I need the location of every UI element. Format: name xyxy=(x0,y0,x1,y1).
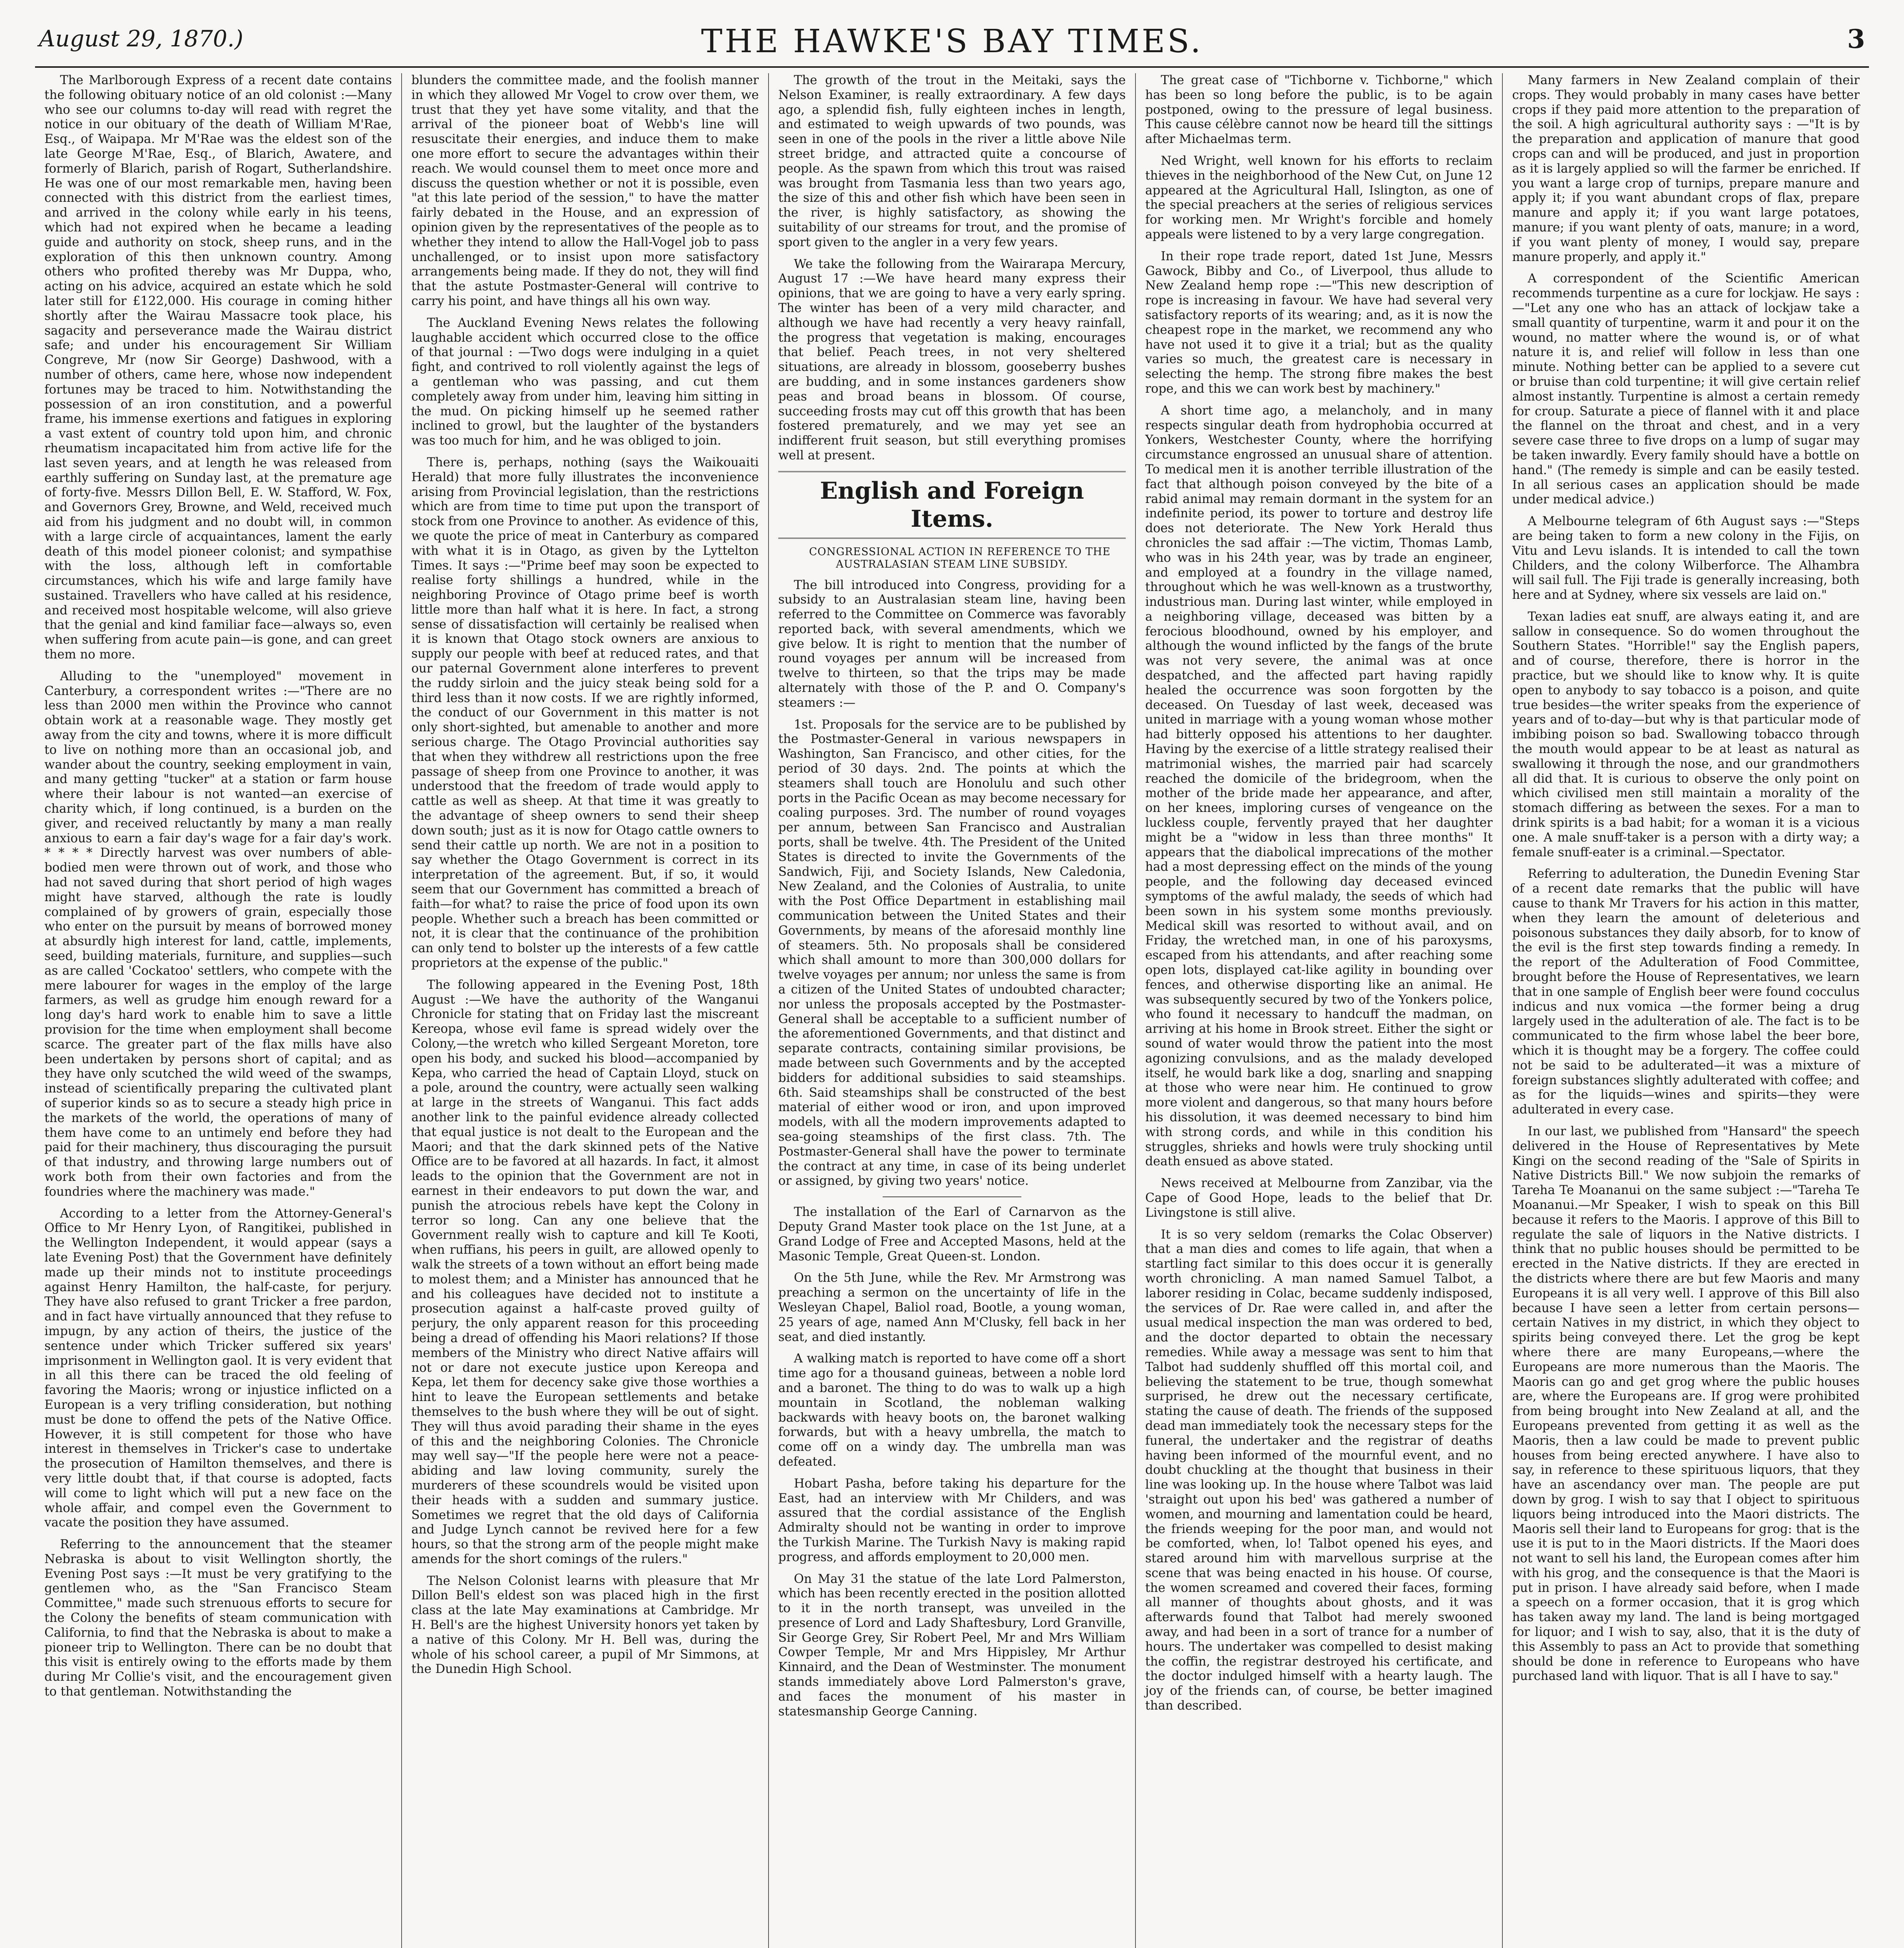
article-tareha-speech: In our last, we published from "Hansard" the speech delivered in the House of Representatives by Mete Kingi on the second reading of the "Sale of Spirits in Native Districts Bill." We now subjoin the remarks of Tareha Te Moananui on the same subject :—"Tareha Te Moananui.—Mr Speaker, I wish to speak on this Bill because it refers to the Maoris. I approve of this Bill to regulate the sale of liquors in the Native districts. I think that no public houses should be permitted to be erected in the Native districts. If they are erected in the districts where there are but few Maoris and many Europeans it is all very well. I approve of this Bill also because I have seen a letter from certain persons—certain Natives in my district, in which they object to spirits being conveyed there. Let the grog be kept where there are many Europeans,—where the Europeans are more numerous than the Maoris. The Maoris can go and get grog where the public houses are, where the Europeans are. If grog were prohibited from being brought into New Zealand at all, and the Europeans prevented from getting it as well as the Maoris, then a law could be made to prevent public houses from being erected anywhere. I have also to say, in reference to these spirituous liquors, that they have an ascendancy over man. The people are put down by grog. I wish to say that I object to spirituous liquors being introduced into the Maori districts. The Maoris sell their land to Europeans for grog: that is the use it is put to in the Maori districts. If the Maori does not want to sell his land, the European comes after him with his grog, and the consequence is that the Maori is put in prison. I have already said before, when I made a speech on a former occasion, that it is grog which has taken away my land. The land is being mortgaged for liquor; and I wish to say, also, that it is the duty of this Assembly to pass an Act to provide that something should be done in reference to Europeans who have purchased land with liquor. That is all I have to say." xyxy=(1512,1124,1860,1683)
section-heading-english-foreign: English and Foreign Items. xyxy=(778,471,1126,539)
article-hobart-pasha: Hobart Pasha, before taking his departure for the East, had an interview with Mr Childers, and was assured that the cordial assistance of the English Admiralty should not be wanting in order to improve the Turkish Marine. The Turkish Navy is making rapid progress, and affords employment to 20,000 men. xyxy=(778,1476,1126,1564)
article-dogs-accident: The Auckland Evening News relates the following laughable accident which occurred close to the office of that journal : —Two dogs were indulging in a quiet fight, and contrived to roll violently against the legs of a gentleman who was passing, and cut them completely away from under him, leaving him sitting in the mud. On picking himself up he seemed rather inclined to growl, but the laughter of the bystanders was too much for him, and he was obliged to join. xyxy=(411,316,759,448)
article-livingstone-alive: News received at Melbourne from Zanzibar, via the Cape of Good Hope, leads to the belief that Dr. Livingstone is still alive. xyxy=(1145,1176,1493,1220)
article-hydrophobia-yonkers: A short time ago, a melancholy, and in many respects singular death from hydrophobia occurred at Yonkers, Westchester County, where the horrifying circumstance engrossed an unusual share of attention. To medical men it is another terrible illustration of the fact that although poison conveyed by the bite of a rabid animal may remain dormant in the system for an indefinite period, its power to torture and destroy life does not deteriorate. The New York Herald thus chronicles the sad affair :—The victim, Thomas Lamb, who was in his 24th year, was by trade an engineer, and employed at a foundry in the village named, throughout which he was well-known as a trustworthy, industrious man. During last winter, while employed in a neighboring village, deceased was bitten by a ferocious bloodhound, owned by his employer, and although the wound inflicted by the fangs of the brute was not very severe, the animal was at once despatched, and the affected part having rapidly healed the occurrence was soon forgotten by the deceased. On Tuesday of last week, deceased was united in marriage with a young woman whose mother had bitterly opposed his attentions to her daughter. Having by the exercise of a little strategy realised their matrimonial wishes, the married pair had scarcely reached the domicile of the bridegroom, when the mother of the bride made her appearance, and after, on her knees, imploring curses of vengeance on the luckless couple, fervently prayed that her daughter might be a "widow in less than three months" It appears that the diabolical imprecations of the mother had a most depressing effect on the minds of the young people, and the following day deceased evinced symptoms of the awful malady, the seeds of which had been sown in his system some months previously. Medical skill was resorted to without avail, and on Friday, the wretched man, in one of his paroxysms, escaped from his attendants, and after reaching some open lots, displayed cat-like agility in bounding over fences, and otherwise disporting like an animal. He was subsequently secured by two of the Yonkers police, who found it necessary to handcuff the madman, on arriving at his home in Brook street. Either the sight or sound of water would throw the patient into the most agonizing convulsions, and as the malady developed itself, he would bark like a dog, snarling and snapping at those who were near him. He continued to grow more violent and dangerous, so that many hours before his dissolution, it was deemed necessary to bind him with strong cords, and while in this condition his struggles, shrieks and howls were truly shocking until death ensued as above stated. xyxy=(1145,403,1493,1169)
article-hemp-rope: In their rope trade report, dated 1st June, Messrs Gawock, Bibby and Co., of Liverpool, thus allude to New Zealand hemp rope :—"This new description of rope is increasing in favour. We have had several very satisfactory reports of its wearing; and, as it is now the cheapest rope in the market, we recommend any who have not used it to give it a trial; but as the quality varies so much, the greatest care is necessary in selecting the hemp. The strong fibre makes the best rope, and this we can work best by machinery." xyxy=(1145,249,1493,396)
article-nebraska-continued: blunders the committee made, and the foolish manner in which they allowed Mr Vogel to crow over them, we trust that they yet have some vitality, and that the arrival of the pioneer boat of Webb's line will resuscitate their energies, and induce them to make one more effort to secure the advantages within their reach. We would counsel them to meet once more and discuss the question whether or not it is possible, even "at this late period of the session," to have the matter fairly debated in the House, and an expression of opinion given by the representatives of the people as to whether they intend to allow the Hall-Vogel job to pass unchallenged, or to insist upon more satisfactory arrangements being made. If they do not, they will find that the astute Postmaster-General will contrive to carry his point, and have things all his own way. xyxy=(411,73,759,308)
article-stock-transport: There is, perhaps, nothing (says the Waikouaiti Herald) that more fully illustrates the inconvenience arising from Provincial legislation, than the restrictions which are from time to time put upon the transport of stock from one Province to another. As evidence of this, we quote the price of meat in Canterbury as compared with what it is in Otago, as given by the Lyttelton Times. It says :—"Prime beef may soon be expected to realise forty shillings a hundred, while in the neighboring Province of Otago prime beef is worth little more than half what it is here. In fact, a strong sense of dissatisfaction will certainly be realised when it is known that Otago stock owners are anxious to supply our people with beef at reduced rates, and that our paternal Government alone interferes to prevent the ruddy sirloin and the juicy steak being sold for a third less than it now costs. If we are rightly informed, the conduct of our Government in this matter is not only short-sighted, but amenable to another and more serious charge. The Otago Provincial authorities say that when they withdrew all restrictions upon the free passage of sheep from one Province to another, it was understood that the freedom of trade would apply to cattle as well as sheep. At that time it was greatly to the advantage of sheep owners to send their sheep down south; just as it is now for Otago cattle owners to send their cattle up north. We are not in a position to say whether the Otago Government is correct in its interpretation of the agreement. But, if so, it would seem that our Government has committed a breach of faith—for what? to raise the price of food upon its own people. Whether such a breach has been committed or not, it is clear that the continuance of the prohibition can only tend to bolster up the interests of a few cattle proprietors at the expense of the public." xyxy=(411,455,759,970)
article-steam-subsidy-items: 1st. Proposals for the service are to be published by the Postmaster-General in various newspapers in Washington, San Francisco, and other cities, for the period of 30 days. 2nd. The points at which the steamers shall touch are Honolulu and such other ports in the Pacific Ocean as may become necessary for coaling purposes. 3rd. The number of round voyages per annum, between San Francisco and Australian ports, shall be twelve. 4th. The President of the United States is directed to invite the Governments of the Sandwich, Fiji, and Society Islands, New Caledonia, New Zealand, and the Colonies of Australia, to unite with the Post Office Department in establishing mail communication between the United States and their Governments, by means of the aforesaid monthly line of steamers. 5th. No proposals shall be considered which shall amount to more than 300,000 dollars for twelve voyages per annum; nor unless the same is from a citizen of the United States of undoubted character; nor unless the proposals accepted by the Postmaster-General shall be acceptable to a sufficient number of the aforementioned Governments, and that distinct and separate contracts, containing similar provisions, be made between such Governments and by the accepted bidders for additional subsidies to said steamships. 6th. Said steamships shall be constructed of the best material of either wood or iron, and upon improved models, with all the modern improvements adapted to sea-going steamships of the first class. 7th. The Postmaster-General shall have the power to terminate the contract at any time, in case of its being underlet or assigned, by giving two years' notice. xyxy=(778,717,1126,1188)
article-obituary-mcrae: The Marlborough Express of a recent date contains the following obituary notice of an old colonist :—Many who see our columns to-day will read with regret the notice in our obituary of the death of William M'Rae, Esq., of Waipapa. Mr M'Rae was the eldest son of the late George M'Rae, Esq., of Blarich, Awatere, and formerly of Blarich, parish of Rogart, Sutherlandshire. He was one of our most remarkable men, having been connected with this district from the earliest times, and arrived in the colony while early in his teens, which had not expired when he became a leading guide and authority on stock, sheep runs, and in the exploration of this then unknown country. Among others who profited thereby was Mr Duppa, who, acting on his advice, acquired an estate which he sold later still for £122,000. His courage in coming hither shortly after the Wairau Massacre took place, his sagacity and perseverance made the Wairau district safe; and under his encouragement Sir William Congreve, Mr (now Sir George) Dashwood, with a number of others, came here, whose now independent fortunes may be traced to him. Notwithstanding the possession of an iron constitution, and a powerful frame, his immense exertions and fatigues in exploring a vast extent of country told upon him, and chronic rheumatism incapacitated him from active life for the last seven years, and at length he was released from earthly suffering on Sunday last, at the premature age of forty-five. Messrs Dillon Bell, E. W. Stafford, W. Fox, and Governors Grey, Browne, and Weld, received much aid from his judgment and no doubt will, in common with a large circle of acquaintances, lament the early death of this model pioneer colonist; and sympathise with the loss, although left in comfortable circumstances, which his wife and large family have sustained. Travellers who have called at his residence, and received most hospitable welcome, will also grieve that the genial and kind familiar face—always so, even when suffering from acute pain—is gone, and can greet them no more. xyxy=(44,73,392,662)
article-early-spring: We take the following from the Wairarapa Mercury, August 17 :—We have heard many express their opinions, that we are going to have a very early spring. The winter has been of a very mild character, and although we have had recently a very heavy rainfall, the progress that vegetation is making, encourages that belief. Peach trees, in not very sheltered situations, are already in blossom, gooseberry bushes are budding, and in some instances gardeners show peas and broad beans in blossom. Of course, succeeding frosts may cut off this growth that has been fostered prematurely, and we may yet see an indifferent fruit season, but still everything promises well at present. xyxy=(778,257,1126,462)
article-turpentine-lockjaw: A correspondent of the Scientific American recommends turpentine as a cure for lockjaw. He says :—"Let any one who has an attack of lockjaw take a small quantity of turpentine, warm it and pour it on the wound, no matter where the wound is, or of what nature it is, and relief will follow in less than one minute. Nothing better can be applied to a severe cut or bruise than cold turpentine; it will give certain relief almost instantly. Turpentine is almost a certain remedy for croup. Saturate a piece of flannel with it and place the flannel on the throat and chest, and in a very severe case three to five drops on a lump of sugar may be taken inwardly. Every family should have a bottle on hand." (The remedy is simple and can be easily tested. In all serious cases an application should be made under medical advice.) xyxy=(1512,272,1860,507)
article-tichborne-case: The great case of "Tichborne v. Tichborne," which has been so long before the public, is to be again postponed, owing to the pressure of legal business. This cause célèbre cannot now be heard till the sittings after Michaelmas term. xyxy=(1145,73,1493,146)
article-talbot-colac: It is so very seldom (remarks the Colac Observer) that a man dies and comes to life again, that when a startling fact similar to this does occur it is generally worth chronicling. A man named Samuel Talbot, a laborer residing in Colac, became suddenly indisposed, the services of Dr. Rae were called in, and after the usual medical inspection the man was ordered to bed, and the doctor departed to obtain the necessary remedies. While away a message was sent to him that Talbot had suddenly shuffled off this mortal coil, and believing the statement to be true, though somewhat surprised, he drew out the necessary certificate, stating the cause of death. The friends of the supposed dead man immediately took the necessary steps for the funeral, the undertaker and the registrar of deaths having been informed of the mournful event, and no doubt chuckling at the thought that business in their line was looking up. In the house where Talbot was laid 'straight out upon his bed' was gathered a number of women, and mourning and lamentation could be heard, the friends weeping for the poor man, and would not be comforted, when, lo! Talbot opened his eyes, and stared around him with marvellous surprise at the scene that was being enacted in his house. Of course, the women screamed and covered their faces, forming all manner of thoughts about ghosts, and it was afterwards found that Talbot had merely swooned away, and had been in a sort of trance for a number of hours. The undertaker was compelled to desist making the coffin, the registrar destroyed his certificate, and the doctor indulged himself with a hearty laugh. The joy of the friends can, of course, be better imagined than described. xyxy=(1145,1227,1493,1713)
article-texan-snuff: Texan ladies eat snuff, are always eating it, and are sallow in consequence. So do women throughout the Southern States. "Horrible!" say the English papers, and of course, therefore, there is horror in the practice, but we should like to know why. It is quite open to anybody to say tobacco is a poison, and quite true besides—the writer speaks from the experience of years and of to-day—but why is that particular mode of imbibing poison so bad. Swallowing tobacco through the mouth would appear to be at least as natural as swallowing it through the nose, and our grandmothers all did that. It is curious to observe the only point on which civilised men still maintain a morality of the stomach differing as between the sexes. For a man to drink spirits is a bad habit; for a woman it is a vicious one. A male snuff-taker is a person with a dirty way; a female snuff-eater is a criminal.—Spectator. xyxy=(1512,609,1860,859)
article-ned-wright: Ned Wright, well known for his efforts to reclaim thieves in the neighborhood of the New Cut, on June 12 appeared at the Agricultural Hall, Islington, as one of the special preachers at the series of religious services for working men. Mr Wright's forcible and homely appeals were listened to by a very large congregation. xyxy=(1145,154,1493,242)
article-kereopa-wanganui: The following appeared in the Evening Post, 18th August :—We have the authority of the Wanganui Chronicle for stating that on Friday last the miscreant Kereopa, whose evil fame is spread widely over the Colony,—the wretch who killed Sergeant Moreton, tore open his body, and sucked his blood—accompanied by Kepa, who carried the head of Captain Lloyd, stuck on a pole, around the country, were actually seen walking at large in the streets of Wanganui. This fact adds another link to the painful evidence already collected that equal justice is not dealt to the European and the Maori; and that the dark skinned pets of the Native Office are to be favored at all hazards. In fact, it almost leads to the opinion that the Government are not in earnest in their endeavors to put down the war, and punish the atrocious rebels have kept the Colony in terror so long. Can any one believe that the Government really wish to capture and kill Te Kooti, when ruffians, his peers in guilt, are allowed openly to walk the streets of a town without an effort being made to molest them; and a Minister has announced that he and his colleagues have decided not to institute a prosecution against a half-caste proved guilty of perjury, the only apparent reason for this proceeding being a dread of offending his Maori relations? If those members of the Ministry who direct Native affairs will not or dare not execute justice upon Kereopa and Kepa, let them for decency sake give those worthies a hint to leave the European settlements and betake themselves to the bush where they will be out of sight. They will thus avoid parading their shame in the eyes of this and the neighboring Colonies. The Chronicle may well say—"If the people here were not a peace-abiding and law loving community, surely the murderers of these scoundrels would be visited upon their heads with a sudden and summary justice. Sometimes we regret that the old days of California and Judge Lynch cannot be revived here for a few hours, so that the strong arm of the people might make amends for the short comings of the rulers." xyxy=(411,978,759,1566)
column-3 xyxy=(768,73,1135,1948)
article-steam-subsidy-intro: The bill introduced into Congress, providing for a subsidy to an Australasian steam line, having been referred to the Committee on Commerce was favorably reported back, with several amendments, which we give below. It is right to mention that the number of round voyages per annum will be increased from twelve to thirteen, so that the trips may be made alternately with those of the P. and O. Company's steamers :— xyxy=(778,578,1126,710)
article-columns xyxy=(35,73,1869,1948)
masthead xyxy=(35,21,1869,68)
article-adulteration: Referring to adulteration, the Dunedin Evening Star of a recent date remarks that the public will have cause to thank Mr Travers for his action in this matter, when they learn the amount of deleterious and poisonous substances they daily absorb, for to know of the evil is the first step towards finding a remedy. In the report of the Adulteration of Food Committee, brought before the House of Representatives, we learn that in one sample of English beer were found cocculus indicus and nux vomica —the former being a drug largely used in the adulteration of ale. The fact is to be communicated to the firm whose label the beer bore, which it is thought may be a forgery. The coffee could not be said to be adulterated—it was a mixture of foreign substances slightly adulterated with coffee; and as for the liquids—wines and spirits—they were adulterated in every case. xyxy=(1512,867,1860,1117)
column-1 xyxy=(35,73,401,1948)
article-unemployed-canterbury: Alluding to the "unemployed" movement in Canterbury, a correspondent writes :—"There are no less than 2000 men within the Province who cannot obtain work at a reasonable wage. They mostly get away from the city and towns, where it is more difficult to live on nothing more than an occasional job, and wander about the country, seeking employment in vain, and many getting "tucker" at a station or farm house where their labour is not wanted—an exercise of charity which, if long continued, is a burden on the giver, and received reluctantly by many a man really anxious to earn a fair day's wage for a fair day's work. * * * * Directly harvest was over numbers of able-bodied men were thrown out of work, and those who had not saved during that short period of high wages might have starved, although the rate is loudly complained of by growers of grain, especially those who enter on the pursuit by means of borrowed money at absurdly high interest for land, cattle, implements, seed, building materials, furniture, and supplies—such as are called 'Cockatoo' settlers, who compete with the mere labourer for wages in the employ of the large farmers, as well as grudge him enough reward for a long day's hard work to enable him to save a little provision for the time when employment shall become scarce. The greater part of the flax mills have also been undertaken by persons short of capital; and as they have only scutched the wild weed of the swamps, instead of scientifically preparing the cultivated plant of superior kinds so as to secure a steady high price in the markets of the world, the operations of many of them have come to an untimely end before they had paid for their machinery, thus discouraging the pursuit of that industry, and throwing large numbers out of work both from their own factories and from the foundries where the machinery was made." xyxy=(44,669,392,1199)
column-5 xyxy=(1502,73,1869,1948)
article-farm-manure: Many farmers in New Zealand complain of their crops. They would probably in many cases have better crops if they paid more attention to the preparation of the soil. A high agricultural authority says : —"It is by the preparation and application of manure that good crops can and will be produced, and just in proportion as it is largely applied so will the farmer be enriched. If you want a large crop of turnips, prepare manure and apply it; if you want abundant crops of flax, prepare manure and apply it; if you want large potatoes, manure; if you want plenty of oats, manure; in a word, if you want plenty of money, I would say, prepare manure properly, and apply it." xyxy=(1512,73,1860,264)
page-number: 3 xyxy=(1847,24,1865,54)
divider-rule xyxy=(883,1196,1022,1197)
column-2 xyxy=(401,73,768,1948)
article-dillon-bell-son: The Nelson Colonist learns with pleasure that Mr Dillon Bell's eldest son was placed high in the first class at the late May examinations at Cambridge. Mr H. Bell's are the highest University honors yet taken by a native of this Colony. Mr H. Bell was, during the whole of his school career, a pupil of Mr Simmons, at the Dunedin High School. xyxy=(411,1574,759,1676)
article-carnarvon-masons: The installation of the Earl of Carnarvon as the Deputy Grand Master took place on the 1st June, at a Grand Lodge of Free and Accepted Masons, held at the Masonic Temple, Great Queen-st. London. xyxy=(778,1205,1126,1263)
newspaper-title: THE HAWKE'S BAY TIMES. xyxy=(701,23,1203,60)
article-fiji-colony: A Melbourne telegram of 6th August says :—"Steps are being taken to form a new colony in the Fijis, on Vitu and Levu islands. It is intended to call the town Childers, and the colony Wilberforce. The Alhambra will sail full. The Fiji trade is generally increasing, both here and at Sydney, where six vessels are laid on." xyxy=(1512,514,1860,602)
column-4 xyxy=(1135,73,1502,1948)
issue-date: August 29, 1870.) xyxy=(39,25,243,52)
article-hamilton-tricker: According to a letter from the Attorney-General's Office to Mr Henry Lyon, of Rangitikei, published in the Wellington Independent, it would appear (says a late Evening Post) that the Government have definitely made up their minds not to institute proceedings against Henry Hamilton, the half-caste, for perjury. They have also refused to grant Tricker a free pardon, and in fact have virtually announced that they refuse to impugn, by any action of theirs, the justice of the sentence under which Tricker suffered six years' imprisonment in Wellington gaol. It is very evident that in all this there can be traced the old feeling of favoring the Maoris; wrong or injustice inflicted on a European is a very trifling consideration, but nothing must be done to offend the pets of the Native Office. However, it is still competent for those who have interest in themselves in Tricker's case to undertake the prosecution of Hamilton themselves, and there is very little doubt that, if that course is adopted, facts will come to light which will put a new face on the whole affair, and compel even the Government to vacate the position they have assumed. xyxy=(44,1206,392,1530)
article-trout-growth: The growth of the trout in the Meitaki, says the Nelson Examiner, is really extraordinary. A few days ago, a splendid fish, fully eighteen inches in length, and estimated to weigh upwards of two pounds, was seen in one of the pools in the river a little above Nile street bridge, and attracted quite a concourse of people. As the spawn from which this trout was raised was brought from Tasmania less than two years ago, the size of this and other fish which have been seen in the river, is highly satisfactory, as showing the suitability of our streams for trout, and the promise of sport given to the angler in a very few years. xyxy=(778,73,1126,249)
article-nebraska-steamer: Referring to the announcement that the steamer Nebraska is about to visit Wellington shortly, the Evening Post says :—It must be very gratifying to the gentlemen who, as the "San Francisco Steam Committee," made such strenuous efforts to secure for the Colony the benefits of steam communication with California, to find that the Nebraska is about to make a pioneer trip to Wellington. There can be no doubt that this visit is entirely owing to the efforts made by them during Mr Collie's visit, and the encouragement given to that gentleman. Notwithstanding the xyxy=(44,1537,392,1699)
article-bootle-chapel: On the 5th June, while the Rev. Mr Armstrong was preaching a sermon on the uncertainty of life in the Wesleyan Chapel, Baliol road, Bootle, a young woman, 25 years of age, named Ann M'Clusky, fell back in her seat, and died instantly. xyxy=(778,1271,1126,1344)
article-subheading-steam-subsidy: CONGRESSIONAL ACTION IN REFERENCE TO THE AUSTRALASIAN STEAM LINE SUBSIDY. xyxy=(809,545,1111,571)
article-walking-match: A walking match is reported to have come off a short time ago for a thousand guineas, between a noble lord and a baronet. The thing to do was to walk up a high mountain in Scotland, the nobleman walking backwards with heavy boots on, the baronet walking forwards, but with a heavy umbrella, the match to come off on a windy day. The umbrella man was defeated. xyxy=(778,1352,1126,1469)
article-palmerston-statue: On May 31 the statue of the late Lord Palmerston, which has been recently erected in the position allotted to it in the north transept, was unveiled in the presence of Lord and Lady Shaftesbury, Lord Granville, Sir George Grey, Sir Robert Peel, Mr and Mrs William Cowper Temple, Mr and Mrs Hippisley, Mr Arthur Kinnaird, and the Dean of Westminster. The monument stands immediately above Lord Palmerston's grave, and faces the monument of his master in statesmanship George Canning. xyxy=(778,1572,1126,1719)
